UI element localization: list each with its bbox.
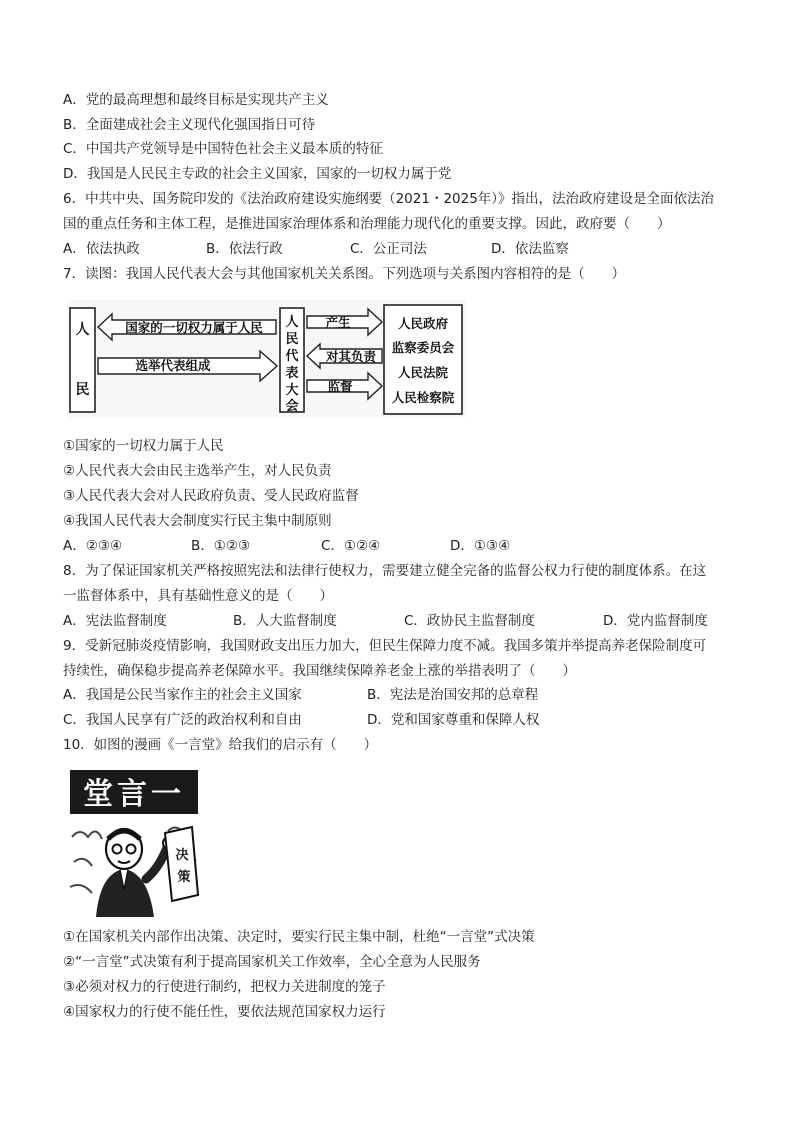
q7-option-a: A．②③④	[63, 538, 123, 554]
organ-government: 人民政府	[397, 316, 449, 331]
q5-option-c: C．中国共产党领导是中国特色社会主义最本质的特征	[63, 141, 383, 157]
q8-stem-line2: 一监督体系中，具有基础性意义的是（ ）	[63, 588, 333, 604]
q7-option-d: D．①③④	[450, 538, 511, 554]
q10-statement-3: ③必须对权力的行使进行制约，把权力关进制度的笼子	[63, 979, 386, 995]
organ-procuratorate: 人民检察院	[391, 390, 455, 405]
q8-stem-line1: 8．为了保证国家机关严格按照宪法和法律行使权力，需要建立健全完备的监督公权力行使的制度体系。在这	[63, 563, 707, 579]
q7-statement-1: ①国家的一切权力属于人民	[63, 438, 224, 454]
svg-text:大: 大	[285, 383, 299, 398]
q9-option-a: A．我国是公民当家作主的社会主义国家	[63, 687, 302, 703]
svg-text:人: 人	[285, 315, 299, 330]
q6-option-c: C．公正司法	[350, 241, 427, 257]
q9-option-b: B．宪法是治国安邦的总章程	[367, 687, 539, 703]
q10-statement-4: ④国家权力的行使不能任性，要依法规范国家权力运行	[63, 1004, 386, 1020]
q8-option-a: A．宪法监督制度	[63, 613, 167, 629]
q9-option-c: C．我国人民享有广泛的政治权利和自由	[63, 712, 302, 728]
arrow-top-label: 国家的一切权力属于人民	[125, 320, 263, 335]
q6-stem-line2: 国的重点任务和主体工程，是推进国家治理体系和治理能力现代化的重要支撑。因此，政府要（ ）	[63, 216, 671, 232]
cartoon-decision-paper	[165, 827, 198, 901]
q9-option-d: D．党和国家尊重和保障人权	[367, 712, 540, 728]
cartoon-paper-char2: 策	[177, 870, 191, 885]
q7-stem: 7．读图：我国人民代表大会与其他国家机关关系图。下列选项与关系图内容相符的是（ ）	[63, 266, 626, 282]
people-label-bottom: 民	[75, 382, 90, 398]
q7-option-b: B．①②③	[191, 538, 251, 554]
q8-option-c: C．政协民主监督制度	[404, 613, 535, 629]
q6-option-a: A．依法执政	[63, 241, 140, 257]
cartoon-yiyantang	[68, 767, 203, 917]
arrow-produce-label: 产生	[325, 315, 351, 330]
q7-option-c: C．①②④	[321, 538, 381, 554]
q10-stem: 10．如图的漫画《一言堂》给我们的启示有（ ）	[63, 737, 378, 753]
q8-option-d: D．党内监督制度	[603, 613, 708, 629]
q9-stem-line2: 持续性，确保稳步提高养老保障水平。我国继续保障养老金上涨的举措表明了（ ）	[63, 663, 576, 679]
organ-court: 人民法院	[397, 365, 449, 380]
arrow-bottom-label: 选举代表组成	[135, 358, 211, 373]
svg-text:表: 表	[285, 366, 299, 381]
q10-statement-2: ②“一言堂”式决策有利于提高国家机关工作效率，全心全意为人民服务	[63, 954, 481, 970]
q9-stem-line1: 9．受新冠肺炎疫情影响，我国财政支出压力加大，但民生保障力度不减。我国多策并举提高养老保险制度可	[63, 638, 707, 654]
arrow-supervise-label: 监督	[327, 379, 353, 394]
cartoon-title: 堂言一	[83, 777, 185, 812]
svg-text:代: 代	[285, 349, 299, 364]
q7-statement-4: ④我国人民代表大会制度实行民主集中制原则	[63, 513, 332, 529]
q5-option-a: A．党的最高理想和最终目标是实现共产主义	[63, 92, 329, 108]
cartoon-paper-char1: 决	[175, 848, 189, 863]
q7-statement-3: ③人民代表大会对人民政府负责、受人民政府监督	[63, 488, 359, 504]
relationship-diagram	[68, 300, 466, 418]
q7-statement-2: ②人民代表大会由民主选举产生，对人民负责	[63, 463, 332, 479]
arrow-responsible-label: 对其负责	[325, 349, 377, 364]
q5-option-d: D．我国是人民民主专政的社会主义国家，国家的一切权力属于党	[63, 166, 452, 182]
q6-option-b: B．依法行政	[206, 241, 283, 257]
q10-statement-1: ①在国家机关内部作出决策、决定时，要实行民主集中制，杜绝“一言堂”式决策	[63, 929, 535, 945]
svg-text:民: 民	[285, 332, 299, 347]
svg-text:会: 会	[285, 399, 299, 414]
q6-stem-line1: 6．中共中央、国务院印发的《法治政府建设实施纲要（2021・2025年）》指出，法治政府建设是全面依法治	[63, 191, 715, 207]
q6-option-d: D．依法监察	[491, 241, 569, 257]
people-label-top: 人	[75, 322, 90, 338]
q8-option-b: B．人大监督制度	[233, 613, 337, 629]
q5-option-b: B．全面建成社会主义现代化强国指日可待	[63, 117, 316, 133]
organ-supervisory-commission: 监察委员会	[391, 340, 455, 355]
